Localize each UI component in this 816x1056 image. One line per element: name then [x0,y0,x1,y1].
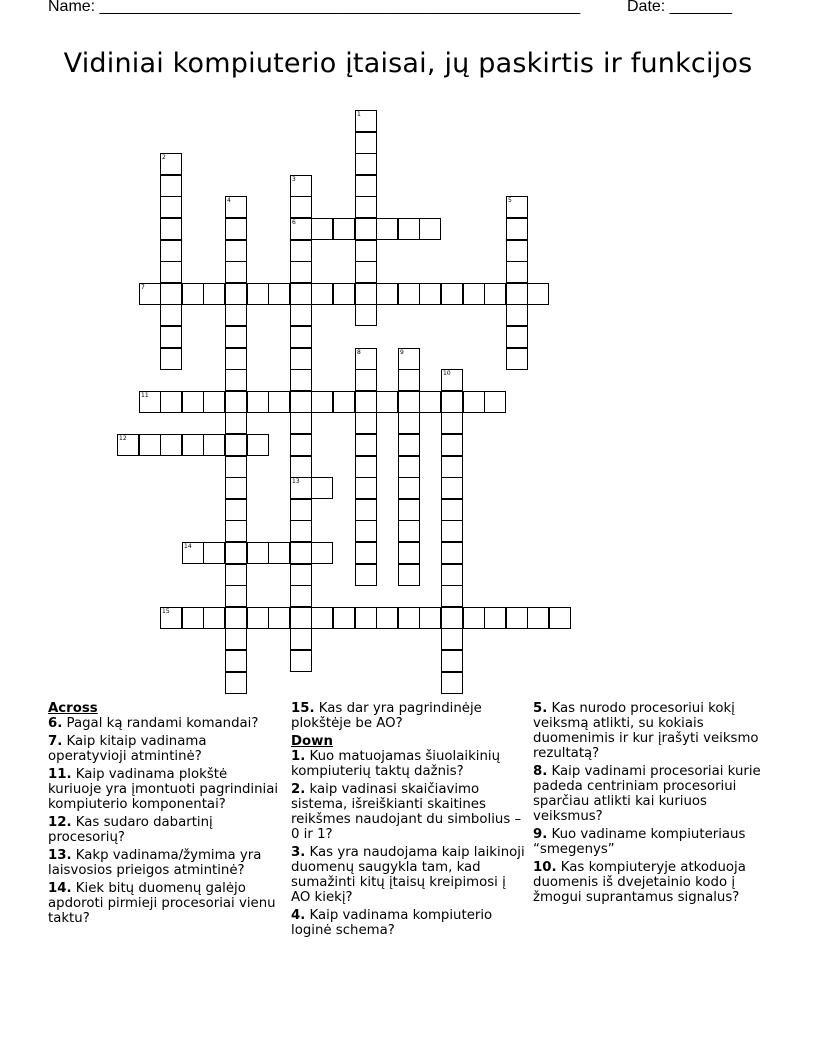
clue-across-15 [291,701,527,731]
crossword-cell[interactable] [290,520,312,542]
cell-number: 6 [292,219,296,226]
crossword-cell[interactable] [160,607,182,629]
clue-down-10 [533,860,778,905]
clue-number: 6. [48,716,63,731]
crossword-cell[interactable] [527,607,549,629]
crossword-cell[interactable] [441,456,463,478]
crossword-cell[interactable] [506,304,528,326]
crossword-cell[interactable] [355,132,377,154]
clue-across-6 [48,716,280,731]
crossword-cell[interactable] [290,585,312,607]
crossword-cell[interactable] [419,218,441,240]
clue-text: Kuo matuojamas šiuolaikinių kompiuterių taktų dažnis? [291,749,501,779]
crossword-cell[interactable] [441,283,463,305]
crossword-cell[interactable] [398,607,420,629]
crossword-cell[interactable] [139,391,161,413]
crossword-cell[interactable] [203,283,225,305]
crossword-cell[interactable] [182,542,204,564]
crossword-cell[interactable] [290,218,312,240]
clue-text: Kakp vadinama/žymima yra laisvosios prieigos atmintinė? [48,848,262,878]
crossword-cell[interactable] [225,304,247,326]
crossword-cell[interactable] [290,348,312,370]
clues-column-1 [48,701,280,929]
cell-number: 14 [184,543,192,550]
crossword-cell[interactable] [398,369,420,391]
crossword-cell[interactable] [376,218,398,240]
crossword-cell[interactable] [355,456,377,478]
crossword-cell[interactable] [506,348,528,370]
crossword-cell[interactable] [290,412,312,434]
crossword-cell[interactable] [225,240,247,262]
clue-text: Kaip vadinama kompiuterio loginė schema? [291,908,493,938]
crossword-cell[interactable] [398,348,420,370]
crossword-cell[interactable] [290,391,312,413]
clue-text: Kuo vadiname kompiuteriaus “smegenys” [533,827,746,857]
clue-across-12 [48,815,280,845]
crossword-cell[interactable] [333,391,355,413]
crossword-cell[interactable] [290,477,312,499]
clue-text: Pagal ką randami komandai? [66,716,259,731]
clue-number: 13. [48,848,72,863]
cell-number: 2 [162,154,166,161]
name-field[interactable]: Name: ______________________________________________________ [48,0,581,15]
crossword-cell[interactable] [441,585,463,607]
clue-number: 1. [291,749,306,764]
crossword-cell[interactable] [203,391,225,413]
crossword-cell[interactable] [225,434,247,456]
crossword-cell[interactable] [117,434,139,456]
cell-number: 12 [119,435,127,442]
crossword-cell[interactable] [355,240,377,262]
crossword-cell[interactable] [441,564,463,586]
crossword-cell[interactable] [225,672,247,694]
crossword-cell[interactable] [290,628,312,650]
clue-number: 4. [291,908,306,923]
crossword-cell[interactable] [463,283,485,305]
crossword-cell[interactable] [441,369,463,391]
crossword-cell[interactable] [247,434,269,456]
crossword-cell[interactable] [355,564,377,586]
clue-text: Kas nurodo procesoriui kokį veiksmą atlikti, su kokiais duomenimis ir kur įrašyti veiksmo rezultatą? [533,701,759,761]
clue-number: 2. [291,782,306,797]
clue-number: 9. [533,827,548,842]
crossword-cell[interactable] [506,326,528,348]
clue-number: 8. [533,764,548,779]
crossword-cell[interactable] [225,196,247,218]
crossword-cell[interactable] [419,607,441,629]
crossword-cell[interactable] [506,261,528,283]
clue-text: Kas dar yra pagrindinėje plokštėje be AO? [291,701,482,731]
clue-across-11 [48,767,280,812]
crossword-cell[interactable] [463,391,485,413]
crossword-cell[interactable] [225,564,247,586]
down-heading: Down [291,734,333,749]
crossword-cell[interactable] [441,542,463,564]
crossword-cell[interactable] [290,456,312,478]
clue-down-2 [291,782,527,842]
crossword-cell[interactable] [225,520,247,542]
crossword-cell[interactable] [290,607,312,629]
crossword-cell[interactable] [268,283,290,305]
crossword-cell[interactable] [247,283,269,305]
cell-number: 8 [357,349,361,356]
crossword-cell[interactable] [139,283,161,305]
crossword-cell[interactable] [225,477,247,499]
cell-number: 10 [443,370,451,377]
crossword-cell[interactable] [398,283,420,305]
clue-text: kaip vadinasi skaičiavimo sistema, išreiškianti skaitines reikšmes naudojant du simbolius – 0 ir 1? [291,782,522,842]
clue-across-13 [48,848,280,878]
crossword-cell[interactable] [333,283,355,305]
crossword-cell[interactable] [355,110,377,132]
clue-text: Kaip vadinami procesoriai kurie padeda centriniam procesoriui sparčiau atlikti kai kuriuos veiksmus? [533,764,761,824]
crossword-cell[interactable] [203,434,225,456]
crossword-cell[interactable] [160,434,182,456]
crossword-cell[interactable] [506,196,528,218]
crossword-cell[interactable] [182,283,204,305]
crossword-cell[interactable] [203,542,225,564]
clue-down-8 [533,764,778,824]
crossword-cell[interactable] [355,283,377,305]
clue-number: 14. [48,881,72,896]
crossword-cell[interactable] [484,391,506,413]
cell-number: 5 [508,197,512,204]
crossword-cell[interactable] [247,607,269,629]
crossword-cell[interactable] [290,564,312,586]
clue-across-7 [48,734,280,764]
clue-number: 3. [291,845,306,860]
crossword-cell[interactable] [398,520,420,542]
crossword-cell[interactable] [527,283,549,305]
crossword-cell[interactable] [311,542,333,564]
crossword-cell[interactable] [160,261,182,283]
cell-number: 7 [141,284,145,291]
crossword-cell[interactable] [225,283,247,305]
clue-down-9 [533,827,778,857]
crossword-cell[interactable] [376,283,398,305]
crossword-cell[interactable] [506,218,528,240]
crossword-cell[interactable] [398,477,420,499]
crossword-cell[interactable] [355,175,377,197]
clues-column-2 [291,701,527,941]
crossword-cell[interactable] [398,542,420,564]
crossword-cell[interactable] [311,283,333,305]
crossword-cell[interactable] [160,196,182,218]
crossword-cell[interactable] [290,326,312,348]
crossword-cell[interactable] [182,607,204,629]
crossword-cell[interactable] [225,650,247,672]
clue-number: 7. [48,734,63,749]
crossword-cell[interactable] [398,564,420,586]
crossword-cell[interactable] [441,499,463,521]
clue-number: 11. [48,767,72,782]
crossword-cell[interactable] [290,542,312,564]
crossword-cell[interactable] [290,369,312,391]
crossword-cell[interactable] [160,240,182,262]
across-heading: Across [48,701,98,716]
clue-number: 12. [48,815,72,830]
crossword-cell[interactable] [441,672,463,694]
crossword-cell[interactable] [290,261,312,283]
cell-number: 3 [292,176,296,183]
crossword-cell[interactable] [506,240,528,262]
crossword-cell[interactable] [160,218,182,240]
crossword-cell[interactable] [398,391,420,413]
crossword-cell[interactable] [398,218,420,240]
clue-number: 15. [291,701,315,716]
crossword-cell[interactable] [290,175,312,197]
crossword-cell[interactable] [376,607,398,629]
crossword-cell[interactable] [268,391,290,413]
crossword-cell[interactable] [376,391,398,413]
crossword-cell[interactable] [441,607,463,629]
crossword-cell[interactable] [311,391,333,413]
clues-column-3 [533,701,778,908]
crossword-cell[interactable] [398,456,420,478]
crossword-cell[interactable] [441,520,463,542]
crossword-cell[interactable] [247,542,269,564]
crossword-cell[interactable] [225,499,247,521]
crossword-cell[interactable] [419,391,441,413]
crossword-cell[interactable] [290,434,312,456]
cell-number: 9 [400,349,404,356]
crossword-cell[interactable] [290,499,312,521]
clue-text: Kas sudaro dabartinį procesorių? [48,815,213,845]
crossword-cell[interactable] [203,607,225,629]
crossword-cell[interactable] [355,607,377,629]
crossword-cell[interactable] [355,218,377,240]
crossword-cell[interactable] [160,283,182,305]
cell-number: 11 [141,392,149,399]
crossword-cell[interactable] [355,412,377,434]
crossword-cell[interactable] [398,434,420,456]
crossword-cell[interactable] [355,477,377,499]
crossword-cell[interactable] [247,391,269,413]
crossword-cell[interactable] [506,607,528,629]
crossword-cell[interactable] [355,391,377,413]
crossword-cell[interactable] [225,607,247,629]
page-title: Vidiniai kompiuterio įtaisai, jų paskirtis ir funkcijos [63,48,753,79]
crossword-cell[interactable] [225,391,247,413]
crossword-cell[interactable] [549,607,571,629]
crossword-cell[interactable] [225,456,247,478]
crossword-cell[interactable] [160,391,182,413]
crossword-cell[interactable] [290,196,312,218]
crossword-cell[interactable] [398,412,420,434]
crossword-cell[interactable] [441,412,463,434]
clue-down-5 [533,701,778,761]
crossword-cell[interactable] [355,153,377,175]
cell-number: 13 [292,478,300,485]
clue-number: 5. [533,701,548,716]
crossword-cell[interactable] [182,434,204,456]
crossword-cell[interactable] [160,304,182,326]
crossword-cell[interactable] [441,477,463,499]
crossword-cell[interactable] [225,585,247,607]
crossword-cell[interactable] [398,499,420,521]
crossword-cell[interactable] [355,348,377,370]
crossword-cell[interactable] [311,477,333,499]
crossword-cell[interactable] [355,304,377,326]
crossword-cell[interactable] [225,261,247,283]
clue-across-14 [48,881,280,926]
crossword-cell[interactable] [441,391,463,413]
crossword-cell[interactable] [463,607,485,629]
clue-down-1 [291,749,527,779]
crossword-cell[interactable] [355,520,377,542]
crossword-cell[interactable] [225,348,247,370]
clue-down-4 [291,908,527,938]
crossword-cell[interactable] [225,628,247,650]
crossword-cell[interactable] [225,542,247,564]
cell-number: 4 [227,197,231,204]
crossword-cell[interactable] [311,607,333,629]
crossword-cell[interactable] [160,326,182,348]
crossword-cell[interactable] [441,628,463,650]
clue-text: Kaip vadinama plokštė kuriuoje yra įmontuoti pagrindiniai kompiuterio komponentai? [48,767,279,812]
clue-text: Kaip kitaip vadinama operatyvioji atmintinė? [48,734,207,764]
crossword-cell[interactable] [355,499,377,521]
crossword-cell[interactable] [225,369,247,391]
crossword-cell[interactable] [225,326,247,348]
crossword-cell[interactable] [290,304,312,326]
crossword-cell[interactable] [290,650,312,672]
clue-text: Kiek bitų duomenų galėjo apdoroti pirmieji procesoriai vienu taktu? [48,881,276,926]
crossword-cell[interactable] [441,434,463,456]
crossword-cell[interactable] [355,261,377,283]
crossword-cell[interactable] [225,218,247,240]
crossword-cell[interactable] [441,650,463,672]
crossword-cell[interactable] [160,348,182,370]
crossword-cell[interactable] [311,218,333,240]
crossword-cell[interactable] [290,283,312,305]
header [48,0,756,22]
clue-number: 10. [533,860,557,875]
crossword-cell[interactable] [355,369,377,391]
crossword-cell[interactable] [290,240,312,262]
crossword-cell[interactable] [355,196,377,218]
cell-number: 1 [357,111,361,118]
crossword-cell[interactable] [484,607,506,629]
crossword-cell[interactable] [333,218,355,240]
crossword-cell[interactable] [139,434,161,456]
crossword-cell[interactable] [355,542,377,564]
crossword-cell[interactable] [484,283,506,305]
cell-number: 15 [162,608,170,615]
crossword-cell[interactable] [182,391,204,413]
crossword-cell[interactable] [160,153,182,175]
crossword-cell[interactable] [268,542,290,564]
crossword-cell[interactable] [225,412,247,434]
clue-down-3 [291,845,527,905]
date-field[interactable]: Date: _______ [627,0,732,15]
clue-text: Kas kompiuteryje atkoduoja duomenis iš dvejetainio kodo į žmogui suprantamus signalus? [533,860,746,905]
crossword-cell[interactable] [268,607,290,629]
crossword-cell[interactable] [333,607,355,629]
clue-text: Kas yra naudojama kaip laikinoji duomenų saugykla tam, kad sumažinti kitų įtaisų kreipimosi į AO kiekį? [291,845,525,905]
crossword-cell[interactable] [355,434,377,456]
crossword-cell[interactable] [160,175,182,197]
crossword-cell[interactable] [419,283,441,305]
crossword-cell[interactable] [506,283,528,305]
